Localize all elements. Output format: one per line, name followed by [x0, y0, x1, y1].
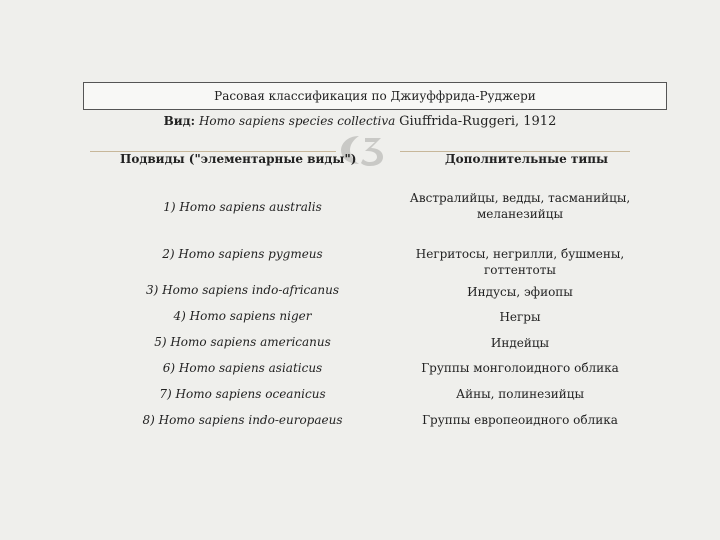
header-additional-types: Дополнительные типы — [445, 152, 609, 166]
subspecies-cell: 7) Homo sapiens oceanicus — [159, 387, 326, 401]
species-author: Giuffrida-Ruggeri, 1912 — [399, 114, 557, 129]
type-cell: Группы монголоидного облика — [421, 361, 619, 375]
type-cell: Индейцы — [490, 336, 550, 350]
species-name: Homo sapiens species collectiva — [198, 114, 396, 128]
subspecies-cell: 3) Homo sapiens indo-africanus — [145, 283, 340, 297]
type-cell: Группы европеоидного облика — [422, 413, 618, 427]
subspecies-cell: 1) Homo sapiens australis — [163, 200, 322, 214]
subspecies-cell: 5) Homo sapiens americanus — [154, 335, 331, 349]
title-box — [83, 82, 667, 110]
header-subspecies: Подвиды ("элементарные виды") — [120, 152, 357, 166]
species-line — [0, 114, 720, 129]
subspecies-cell: 2) Homo sapiens pygmeus — [162, 247, 323, 261]
type-cell: Индусы, эфиопы — [467, 285, 573, 299]
page-title: Расовая классификация по Джиуффрида-Руджери — [214, 89, 536, 103]
subspecies-cell: 4) Homo sapiens niger — [173, 309, 312, 323]
type-cell: Австралийцы, ведды, тасманийцы, меланезийцы — [409, 191, 631, 221]
type-cell: Негритосы, негрилли, бушмены, готтентоты — [415, 247, 625, 277]
subspecies-cell: 8) Homo sapiens indo-europaeus — [142, 413, 343, 427]
type-cell: Айны, полинезийцы — [455, 387, 584, 401]
type-cell: Негры — [499, 310, 541, 324]
species-label: Вид: — [163, 114, 196, 128]
subspecies-cell: 6) Homo sapiens asiaticus — [162, 361, 323, 375]
